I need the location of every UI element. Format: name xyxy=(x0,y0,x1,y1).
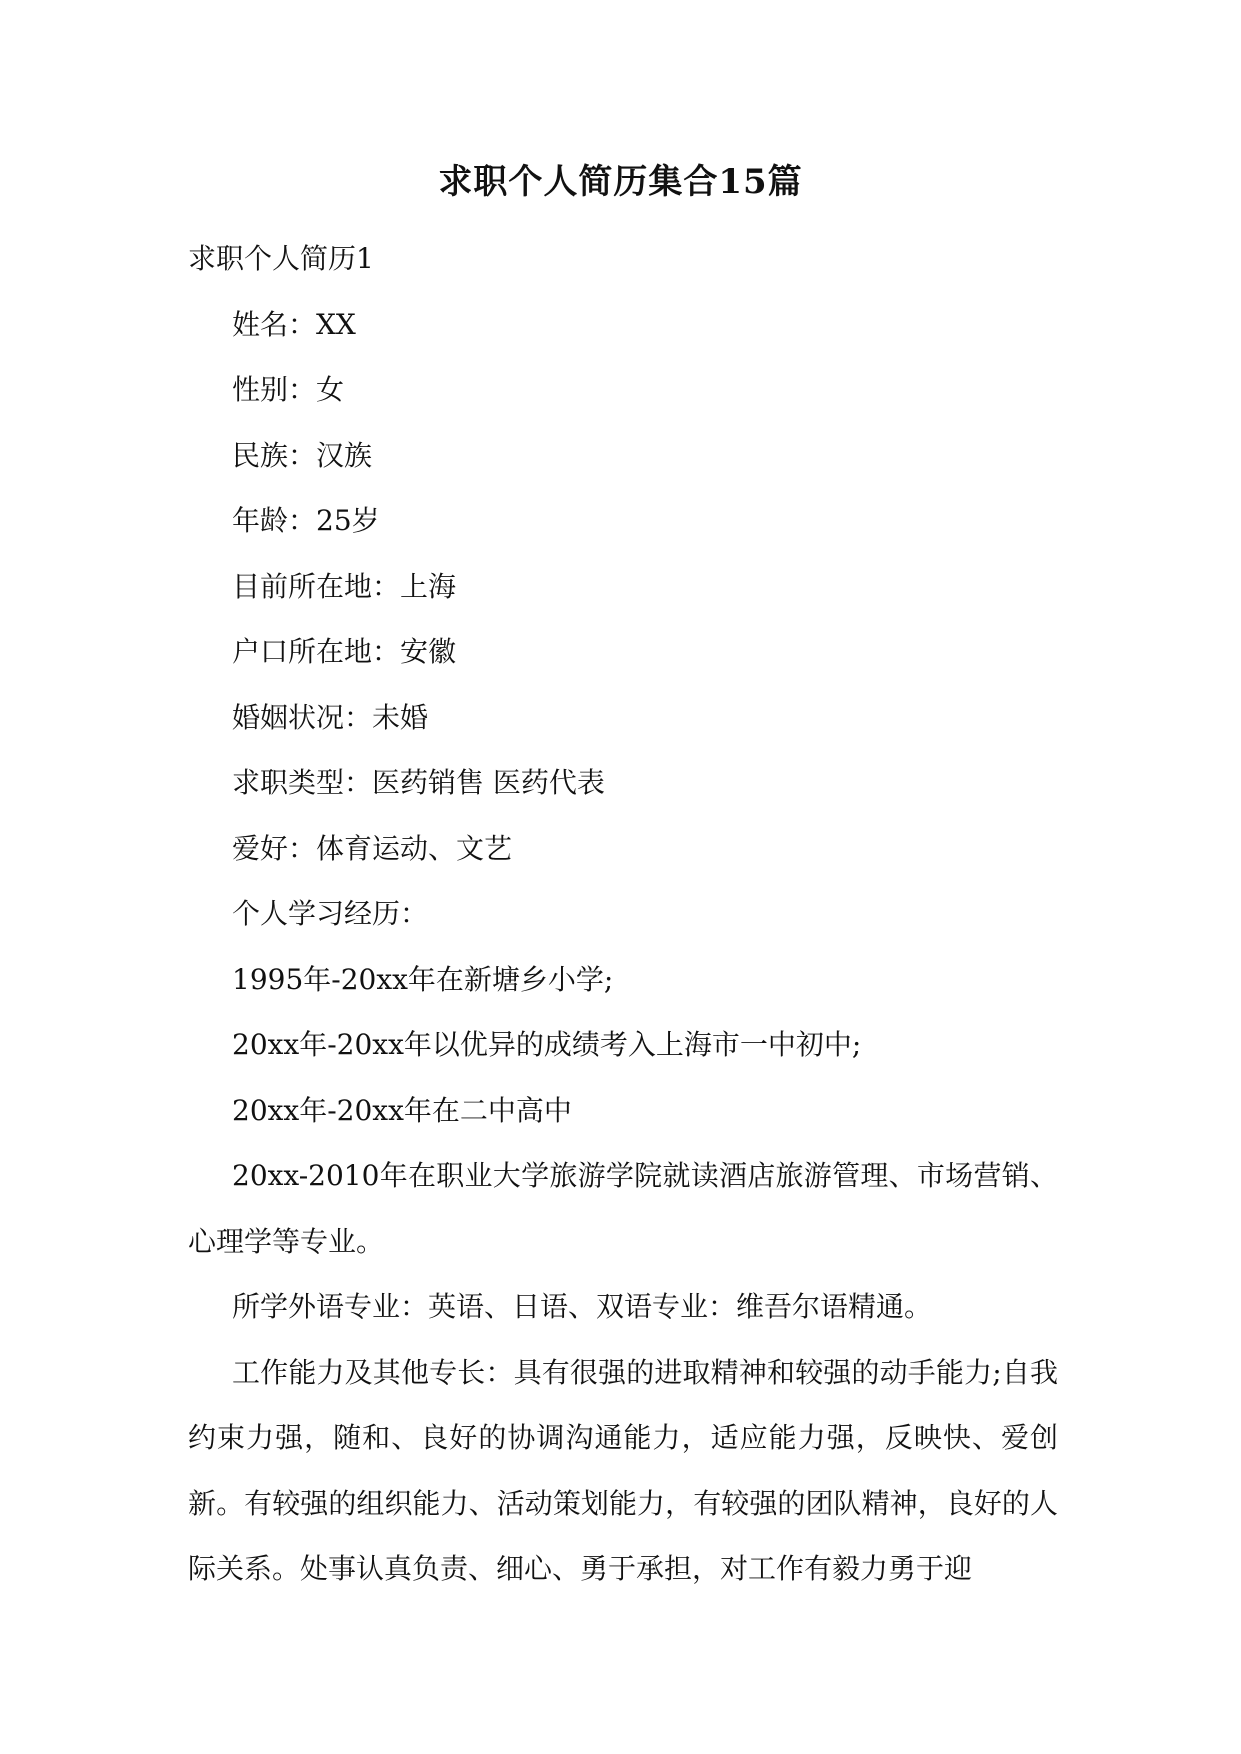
ability-paragraph: 工作能力及其他专长：具有很强的进取精神和较强的动手能力;自我约束力强，随和、良好的协调沟通能力，适应能力强，反映快、爱创新。有较强的组织能力、活动策划能力，有较强的团队精神，良好的人际关系。处事认真负责、细心、勇于承担，对工作有毅力勇于迎 xyxy=(188,1355,1058,1585)
field-job-type: 求职类型：医药销售 医药代表 xyxy=(232,766,605,799)
education-high: 20xx年-20xx年在二中高中 xyxy=(232,1093,572,1127)
education-heading: 个人学习经历： xyxy=(232,897,429,930)
education-middle: 20xx年-20xx年以优异的成绩考入上海市一中初中; xyxy=(232,1028,862,1061)
language-paragraph: 所学外语专业：英语、日语、双语专业：维吾尔语精通。 xyxy=(232,1290,933,1323)
field-marital-status: 婚姻状况：未婚 xyxy=(232,700,429,734)
field-gender: 性别：女 xyxy=(232,373,345,406)
field-current-location: 目前所在地：上海 xyxy=(232,569,457,603)
education-university-paragraph: 20xx-2010年在职业大学旅游学院就读酒店旅游管理、市场营销、心理学等专业。 xyxy=(188,1159,1058,1258)
field-ethnicity: 民族：汉族 xyxy=(232,438,373,472)
document-body xyxy=(188,226,1058,1602)
field-name: 姓名：XX xyxy=(232,307,356,341)
field-household-registration: 户口所在地：安徽 xyxy=(232,635,457,668)
field-hobbies: 爱好：体育运动、文艺 xyxy=(232,831,513,865)
section-heading: 求职个人简历1 xyxy=(188,242,374,275)
field-age: 年龄：25岁 xyxy=(232,504,380,537)
education-primary: 1995年-20xx年在新塘乡小学; xyxy=(232,962,614,996)
document-title: 求职个人简历集合15篇 xyxy=(438,162,803,202)
